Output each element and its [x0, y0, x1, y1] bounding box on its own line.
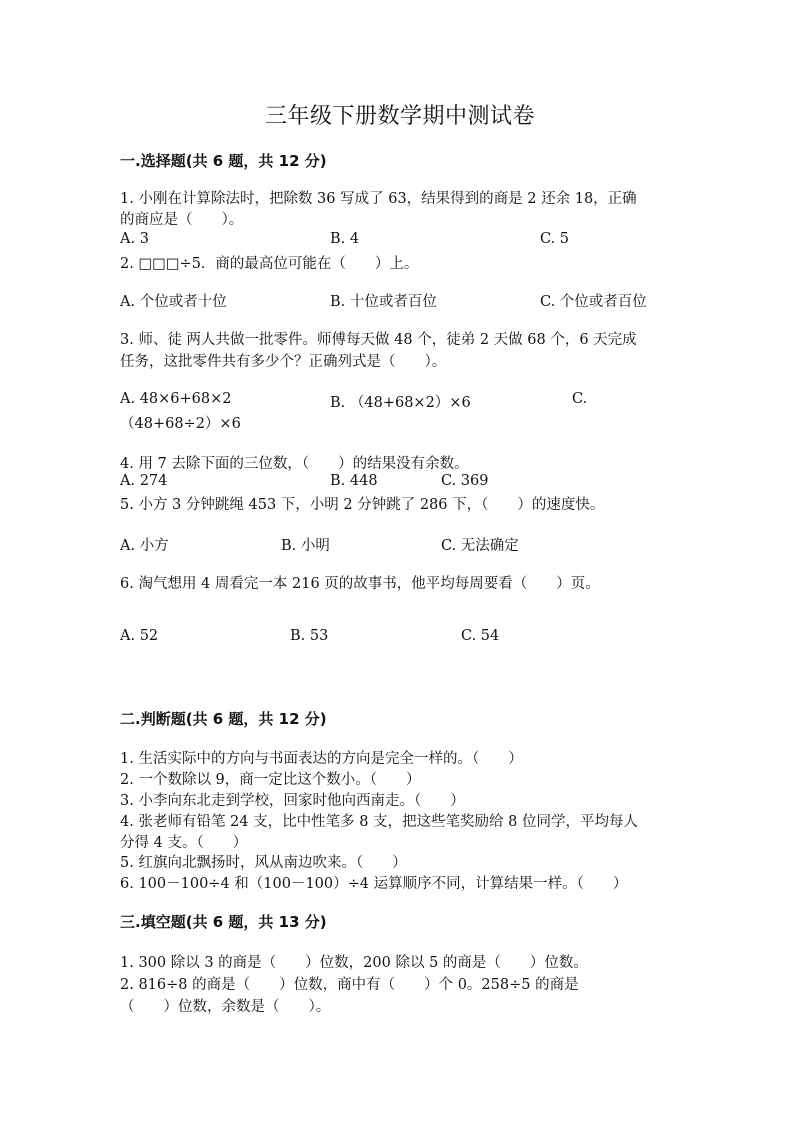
question-3-option-c: C. [572, 391, 588, 407]
question-1-option-a: A. 3 [120, 231, 149, 247]
question-3-line-1: 3. 师、徒 两人共做一批零件。师傅每天做 48 个，徒弟 2 天做 68 个，6 天完成 [120, 332, 637, 348]
question-3-option-b: B. （48+68×2）×6 [330, 395, 471, 411]
question-6-option-c: C. 54 [461, 628, 500, 644]
question-1-line-1: 1. 小刚在计算除法时，把除数 36 写成了 63，结果得到的商是 2 还余 18，正确 [120, 191, 637, 207]
question-2-line-1: 2. □□□÷5．商的最高位可能在（ ）上。 [120, 256, 419, 272]
question-1-option-b: B. 4 [330, 231, 360, 247]
judgement-4-line-1: 4. 张老师有铅笔 24 支，比中性笔多 8 支，把这些笔奖励给 8 位同学，平均每人 [120, 814, 638, 830]
question-1-option-c: C. 5 [540, 231, 570, 247]
section-heading-judgement: 二.判断题(共 6 题，共 12 分) [120, 710, 327, 728]
judgement-6: 6. 100－100÷4 和（100－100）÷4 运算顺序不同，计算结果一样。（ ） [120, 876, 628, 892]
question-6-option-b: B. 53 [290, 628, 329, 644]
fill-blank-2-line-2: （ ）位数，余数是（ ）。 [120, 999, 331, 1015]
judgement-4-line-2: 分得 4 支。（ ） [120, 835, 248, 851]
question-2-option-c: C. 个位或者百位 [540, 294, 647, 310]
question-4-option-a: A. 274 [120, 473, 168, 489]
question-2-option-b: B. 十位或者百位 [330, 294, 437, 310]
judgement-2: 2. 一个数除以 9，商一定比这个数小。（ ） [120, 772, 421, 788]
page-title: 三年级下册数学期中测试卷 [264, 104, 535, 129]
question-4-line-1: 4. 用 7 去除下面的三位数，（ ）的结果没有余数。 [120, 456, 469, 472]
question-3-option-c-continued: （48+68÷2）×6 [120, 416, 241, 432]
fill-blank-1: 1. 300 除以 3 的商是（ ）位数，200 除以 5 的商是（ ）位数。 [120, 955, 588, 971]
question-3-option-a: A. 48×6+68×2 [120, 391, 232, 407]
question-5-option-c: C. 无法确定 [441, 538, 519, 554]
question-5-option-b: B. 小明 [281, 538, 330, 554]
section-heading-choice: 一.选择题(共 6 题，共 12 分) [120, 152, 327, 170]
section-heading-fill-blank: 三.填空题(共 6 题，共 13 分) [120, 913, 327, 931]
question-5-line-1: 5. 小方 3 分钟跳绳 453 下，小明 2 分钟跳了 286 下，（ ）的速度快。 [120, 497, 605, 513]
judgement-5: 5. 红旗向北飘扬时，风从南边吹来。（ ） [120, 855, 407, 871]
question-6-option-a: A. 52 [120, 628, 159, 644]
question-6-line-1: 6. 淘气想用 4 周看完一本 216 页的故事书，他平均每周要看（ ）页。 [120, 576, 600, 592]
question-2-option-a: A. 个位或者十位 [120, 294, 227, 310]
question-4-option-c: C. 369 [441, 473, 489, 489]
question-4-option-b: B. 448 [330, 473, 378, 489]
fill-blank-2-line-1: 2. 816÷8 的商是（ ）位数，商中有（ ）个 0。258÷5 的商是 [120, 977, 579, 993]
question-5-option-a: A. 小方 [120, 538, 169, 554]
judgement-1: 1. 生活实际中的方向与书面表达的方向是完全一样的。（ ） [120, 751, 523, 767]
question-3-line-2: 任务，这批零件共有多少个？正确列式是（ ）。 [120, 354, 447, 370]
judgement-3: 3. 小李向东北走到学校，回家时他向西南走。（ ） [120, 793, 465, 809]
question-1-line-2: 的商应是（ ）。 [120, 212, 244, 228]
